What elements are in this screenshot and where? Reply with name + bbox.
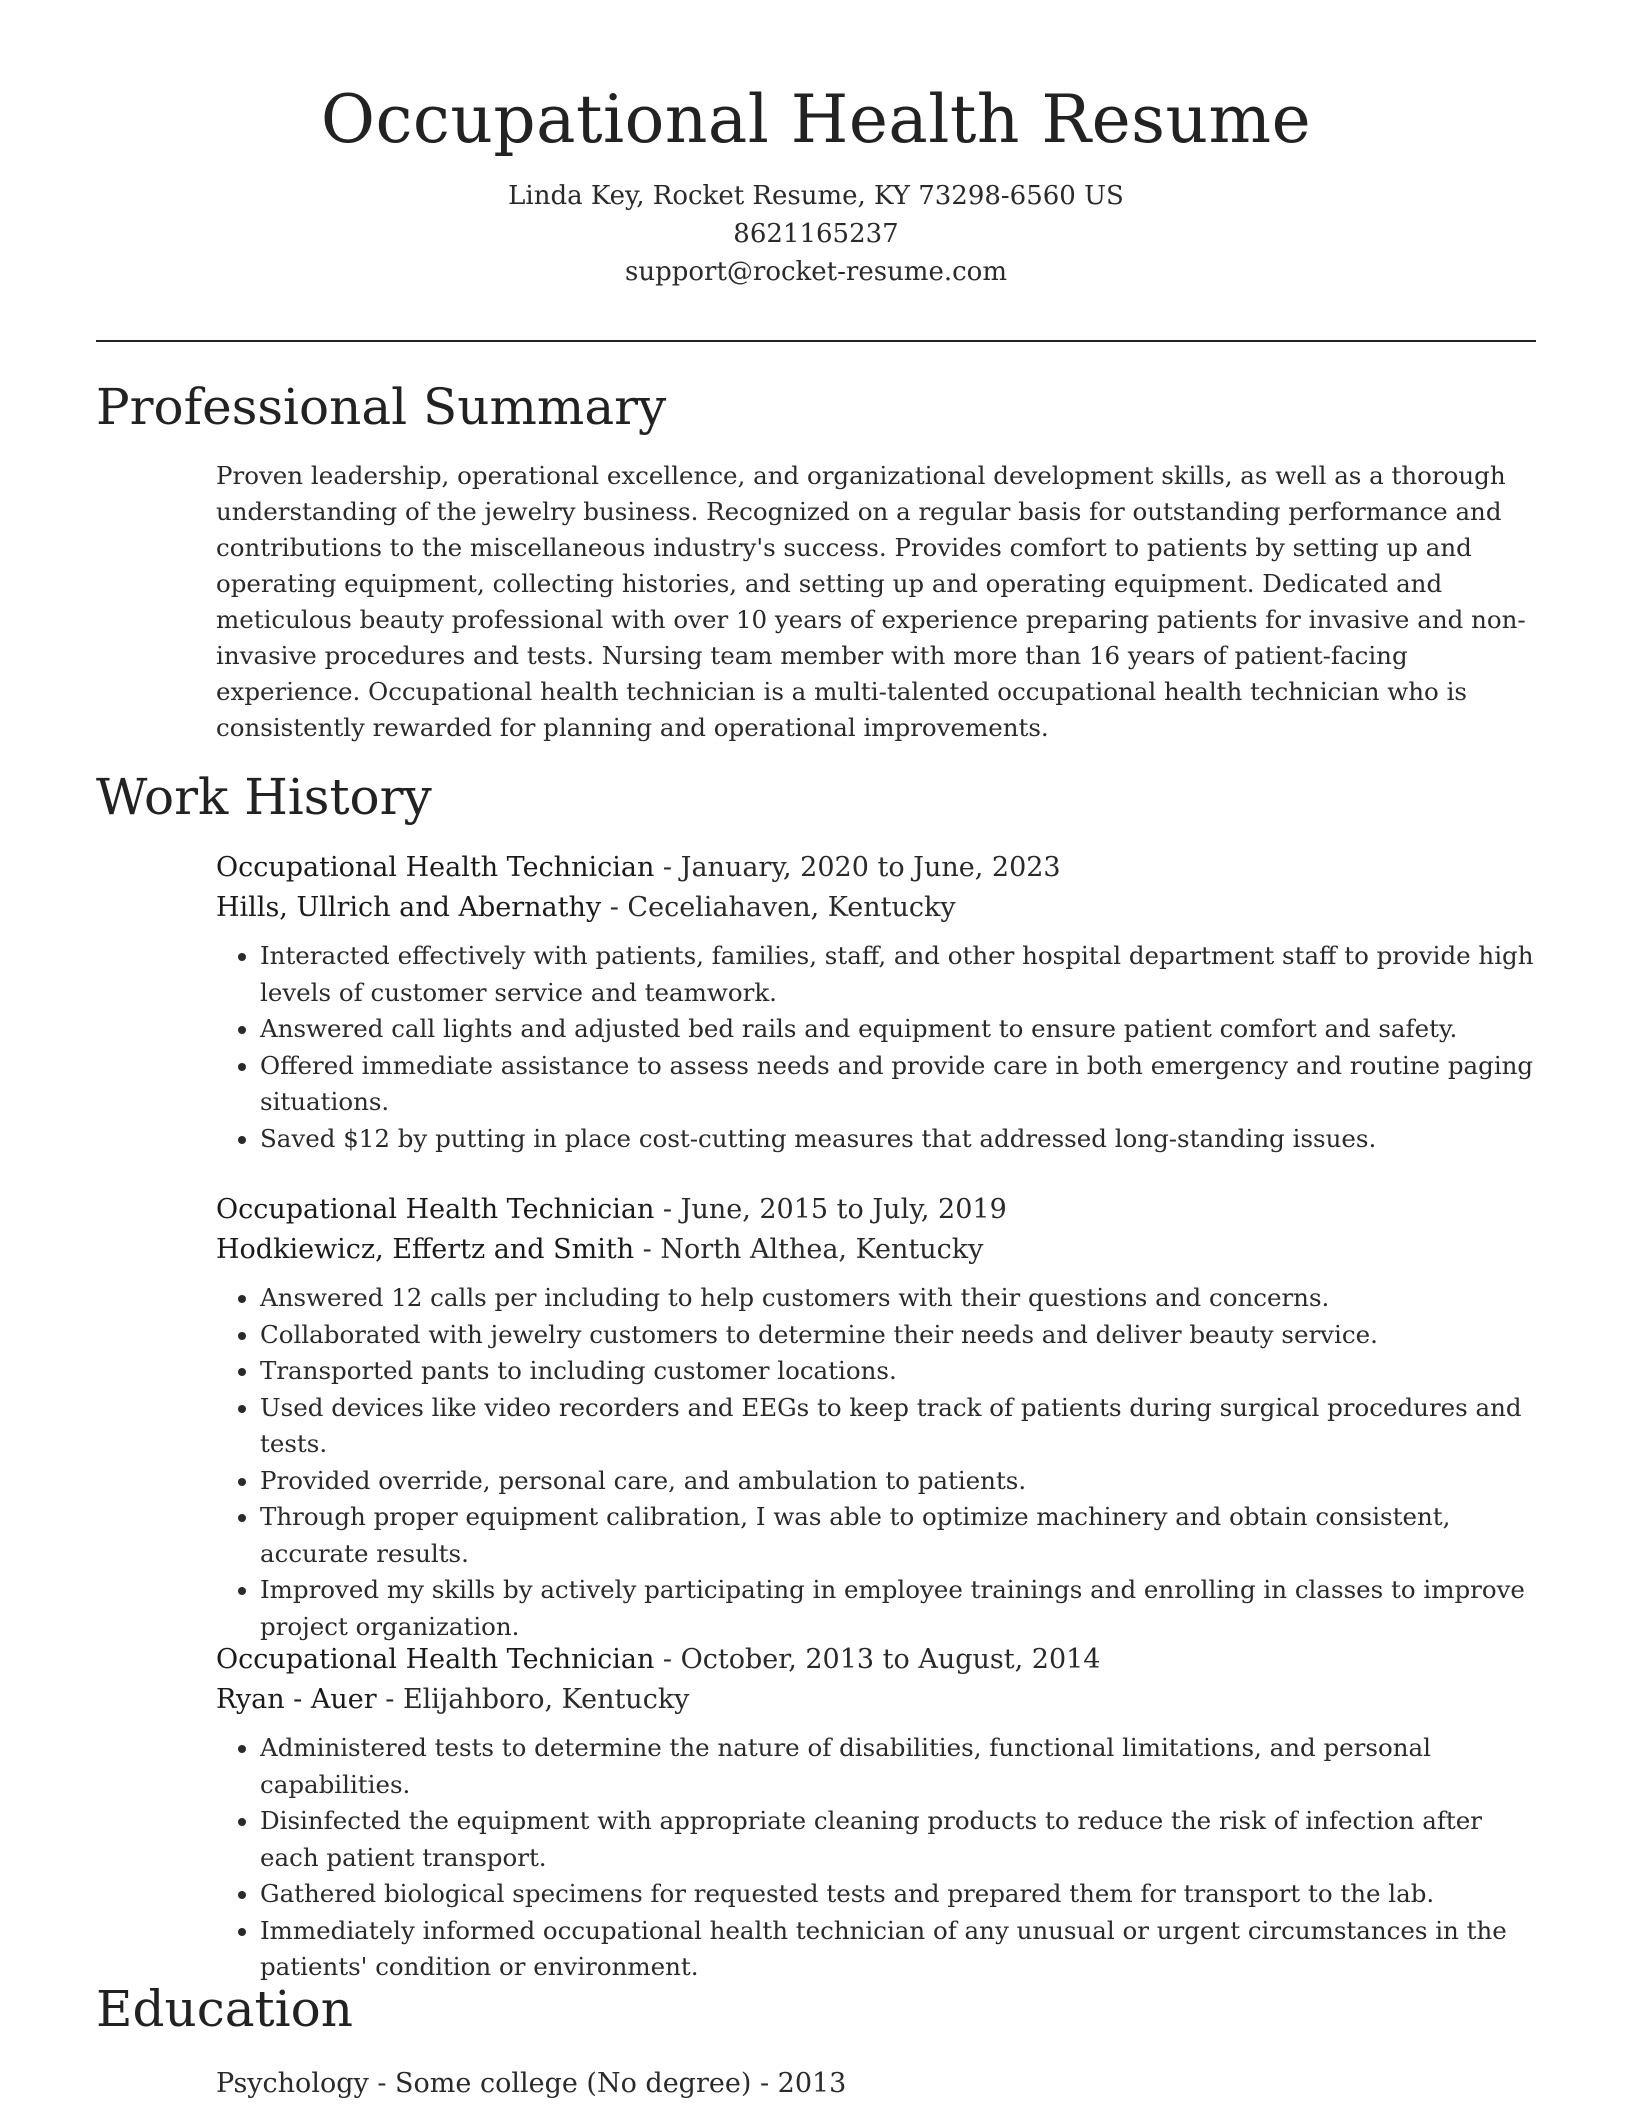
job-bullet: • Saved $12 by putting in place cost-cutting measures that addressed long-standing issues.: [260, 1121, 1536, 1158]
job-company-line: [216, 888, 1536, 928]
work-history-heading: Work History: [96, 768, 432, 826]
job-entry: [216, 848, 1536, 1157]
job-company-line: [216, 1680, 1536, 1720]
education-details: - Some college (No degree) - 2013: [368, 2068, 847, 2099]
job-bullet: • Provided override, personal care, and ambulation to patients.: [260, 1463, 1536, 1500]
job-company: Hodkiewicz, Effertz and Smith: [216, 1234, 635, 1265]
job-bullet: • Administered tests to determine the nature of disabilities, functional limitations, and personal capabilities.: [260, 1730, 1536, 1803]
contact-block: [0, 177, 1632, 291]
job-bullet: • Disinfected the equipment with appropriate cleaning products to reduce the risk of infection after each patient transport.: [260, 1803, 1536, 1876]
education-field: Psychology: [216, 2068, 369, 2099]
contact-email: support@rocket-resume.com: [624, 256, 1007, 287]
job-company-line: [216, 1230, 1536, 1270]
job-bullet: • Answered call lights and adjusted bed rails and equipment to ensure patient comfort and safety.: [260, 1011, 1536, 1048]
job-bullets: [216, 1280, 1536, 1645]
job-bullets: [216, 938, 1536, 1157]
job-bullet: • Improved my skills by actively participating in employee trainings and enrolling in classes to improve project organization.: [260, 1572, 1536, 1645]
job-company: Hills, Ullrich and Abernathy: [216, 892, 602, 923]
job-dates: - June, 2015 to July, 2019: [654, 1194, 1007, 1225]
resume-title: Occupational Health Resume: [320, 81, 1312, 158]
job-location: - North Althea, Kentucky: [634, 1234, 984, 1265]
job-bullet: • Through proper equipment calibration, I was able to optimize machinery and obtain consistent, accurate results.: [260, 1499, 1536, 1572]
job-entry: [216, 1190, 1536, 1645]
contact-address: Linda Key, Rocket Resume, KY 73298-6560 US: [508, 180, 1124, 211]
job-title-line: [216, 848, 1536, 888]
job-dates: - January, 2020 to June, 2023: [654, 852, 1061, 883]
job-title: Occupational Health Technician: [216, 1644, 655, 1675]
contact-phone: 8621165237: [733, 218, 899, 249]
job-bullet: • Offered immediate assistance to assess needs and provide care in both emergency and routine paging situations.: [260, 1048, 1536, 1121]
job-bullet: • Interacted effectively with patients, families, staff, and other hospital department staff to provide high levels of customer service and teamwork.: [260, 938, 1536, 1011]
job-location: - Elijahboro, Kentucky: [376, 1684, 690, 1715]
header-divider: [96, 340, 1536, 342]
job-location: - Ceceliahaven, Kentucky: [601, 892, 956, 923]
education-heading: Education: [96, 1980, 353, 2038]
job-title: Occupational Health Technician: [216, 852, 655, 883]
resume-header: [0, 0, 1632, 291]
education-entry: [216, 2064, 846, 2104]
job-bullet: • Gathered biological specimens for requested tests and prepared them for transport to the lab.: [260, 1876, 1536, 1913]
job-company: Ryan - Auer: [216, 1684, 377, 1715]
job-bullet: • Transported pants to including customer locations.: [260, 1353, 1536, 1390]
job-entry: [216, 1640, 1536, 1986]
job-bullets: [216, 1730, 1536, 1986]
job-dates: - October, 2013 to August, 2014: [654, 1644, 1101, 1675]
job-title-line: [216, 1190, 1536, 1230]
job-bullet: • Used devices like video recorders and EEGs to keep track of patients during surgical procedures and tests.: [260, 1390, 1536, 1463]
summary-text: Proven leadership, operational excellence, and organizational development skills, as well as a thorough understanding of the jewelry business. Recognized on a regular basis for outstanding performance and contributions to the miscellaneous industry's success. Provides comfort to patients by setting up and operating equipment, collecting histories, and setting up and operating equipment. Dedicated and meticulous beauty professional with over 10 years of experience preparing patients for invasive and non-invasive procedures and tests. Nursing team member with more than 16 years of patient-facing experience. Occupational health technician is a multi-talented occupational health technician who is consistently rewarded for planning and operational improvements.: [216, 461, 1526, 742]
job-title: Occupational Health Technician: [216, 1194, 655, 1225]
job-bullet: • Collaborated with jewelry customers to determine their needs and deliver beauty service.: [260, 1317, 1536, 1354]
job-bullet: • Immediately informed occupational health technician of any unusual or urgent circumstances in the patients' condition or environment.: [260, 1913, 1536, 1986]
job-bullet: • Answered 12 calls per including to help customers with their questions and concerns.: [260, 1280, 1536, 1317]
job-title-line: [216, 1640, 1536, 1680]
summary-heading: Professional Summary: [96, 378, 667, 436]
